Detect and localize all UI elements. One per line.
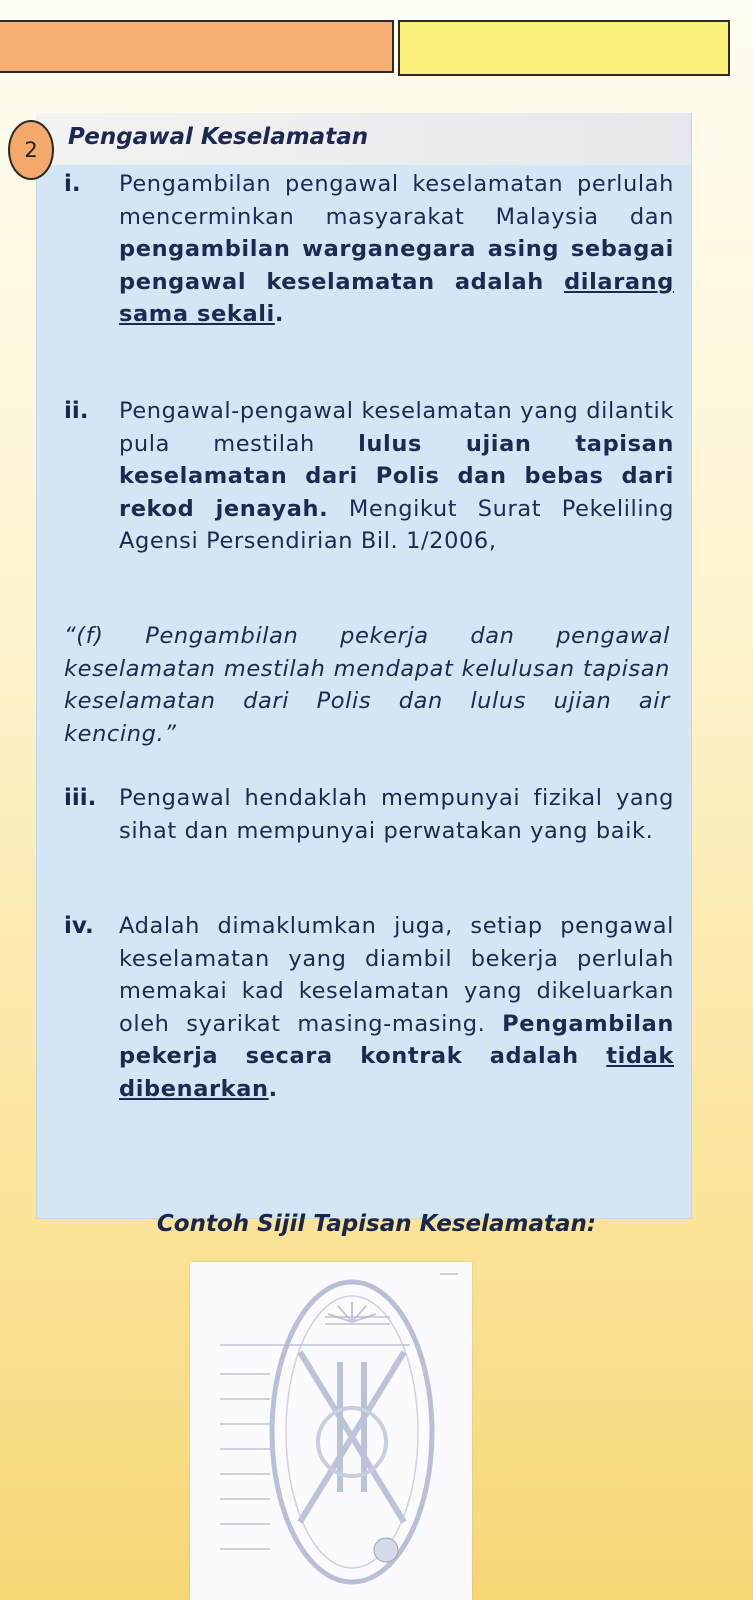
certificate-sample-graphic <box>190 1262 472 1600</box>
text-run: lulus ujian tapisan keselamatan dari Polis dan bebas dari rekod jenayah. <box>119 430 674 522</box>
list-item-number: iv. <box>64 913 94 939</box>
text-run: Mengikut Surat Pekeliling Agensi Persendirian Bil. 1/2006, <box>119 495 674 554</box>
text-run: . <box>274 301 285 327</box>
list-item-text <box>119 782 674 847</box>
top-bar-yellow <box>398 20 730 76</box>
list-item-number: i. <box>64 171 81 197</box>
list-item <box>64 910 674 1105</box>
certificate-caption: Contoh Sijil Tapisan Keselamatan: <box>156 1211 597 1237</box>
text-run: . <box>268 1075 278 1102</box>
text-run: Pengambilan pengawal keselamatan perlulah mencerminkan masyarakat Malaysia dan <box>119 171 674 230</box>
top-bar-orange <box>0 20 394 73</box>
seal-sun-emblem <box>328 1302 376 1322</box>
list-item-text <box>119 168 674 331</box>
list-item-text <box>119 395 674 558</box>
list-item <box>64 168 674 331</box>
text-run: Adalah dimaklumkan juga, setiap pengawal keselamatan yang diambil bekerja perlulah memakai kad keselamatan yang dikeluarkan oleh syarikat masing-masing. <box>119 913 674 1037</box>
list-item <box>64 782 674 847</box>
text-run: Pengawal hendaklah mempunyai fizikal yang sihat dan mempunyai perwatakan yang baik. <box>119 785 674 844</box>
list-item <box>64 395 674 558</box>
list-item-number: ii. <box>64 398 89 424</box>
certificate-sample-image <box>190 1262 472 1600</box>
list-item-text <box>119 910 674 1105</box>
section-number-badge: 2 <box>8 120 54 180</box>
text-run: dilarang sama sekali <box>119 268 674 327</box>
text-run: Pengambilan pekerja secara kontrak adalah <box>119 1010 674 1069</box>
text-run: pengambilan warganegara asing sebagai pengawal keselamatan adalah <box>119 236 674 295</box>
section-title: Pengawal Keselamatan <box>68 124 369 150</box>
crest-icon <box>374 1538 398 1562</box>
text-run: Pengawal-pengawal keselamatan yang dilantik pula mestilah <box>119 398 674 457</box>
seal-crossed-emblem <box>300 1352 404 1522</box>
list-item-number: iii. <box>64 785 97 811</box>
quoted-regulation: “(f) Pengambilan pekerja dan pengawal keselamatan mestilah mendapat kelulusan tapisan keselamatan dari Polis dan lulus ujian air kencing.” <box>64 623 670 747</box>
text-run: tidak dibenarkan <box>119 1043 674 1102</box>
